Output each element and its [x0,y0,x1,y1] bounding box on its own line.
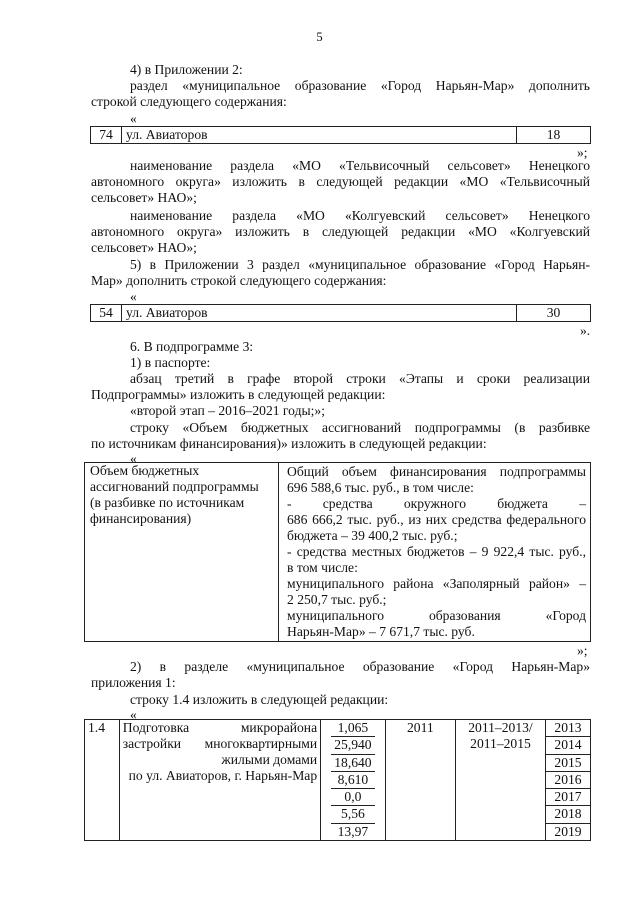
value-item: 8,610 [331,772,375,789]
quote-open: « [130,289,137,304]
years-stack [546,720,590,840]
value-item: 1,065 [331,720,375,737]
period-line1: 2011–2013/ [468,720,533,735]
value-item: 5,56 [331,806,375,823]
row-number: 74 [91,127,122,144]
passport-line1: Общий объем финансирования подпрограммы [287,464,586,479]
passport-line6: - средства местных бюджетов – 9 922,4 тыс. руб., [287,544,586,559]
street-name: ул. Авиаторов [122,305,517,322]
value-item: 25,940 [331,737,375,754]
row-1-4-number: 1.4 [85,720,120,841]
row-1-4-start-year: 2011 [385,720,455,841]
passport-left-line4: финансирования) [90,511,192,526]
year-item: 2014 [546,737,590,754]
quote-open: « [130,111,137,126]
row-1-4-name-line1: Подготовка микрорайона [122,720,318,735]
row-1-4-years-cell [546,720,591,841]
appendix2-row-table [90,126,591,144]
item6-sub2-line1: 2) в разделе «муниципальное образование «Город Нарьян-Мар» [130,659,590,674]
appendix3-row-table [90,304,591,322]
value-item: 0,0 [331,789,375,806]
period-line2: 2011–2015 [470,736,531,751]
passport-line11: Нарьян-Мар» – 7 671,7 тыс. руб. [287,624,475,639]
passport-line2: 696 588,6 тыс. руб., в том числе: [287,480,474,495]
row-1-4-values-cell [321,720,386,841]
values-stack [321,720,385,840]
row-1-4-name-line3: жилыми домами [221,752,318,767]
quote-close: »; [577,145,588,160]
street-name: ул. Авиаторов [122,127,517,144]
passport-line7: в том числе: [287,560,358,575]
quote-open: « [130,451,137,466]
passport-line10: муниципального образования «Город [287,608,586,623]
passport-left-line3: (в разбивке по источникам [90,495,245,510]
item6-sub2-line2: приложения 1: [91,675,176,690]
item6-heading: 6. В подпрограмме 3: [130,339,254,354]
year-item: 2013 [546,720,590,737]
passport-line3: - средства окружного бюджета – [287,496,586,511]
item6-sub2-line3: строку 1.4 изложить в следующей редакции: [130,692,389,707]
row-value: 30 [517,305,591,322]
item5-line2: Мар» дополнить строкой следующего содержания: [91,273,387,288]
value-item: 18,640 [331,755,375,772]
passport-left-line2: ассигнований подпрограммы [90,479,259,494]
item6-sub1: 1) в паспорте: [130,355,211,370]
year-item: 2018 [546,806,590,823]
row-1-4-table [84,719,591,841]
quote-close: »; [577,643,588,658]
item6-p1-line3: «второй этап – 2016–2021 годы;»; [130,403,325,418]
row-1-4-period-cell [455,720,545,841]
item4-p3-line1: наименование раздела «МО «Колгуевский сельсовет» Ненецкого [130,208,590,223]
row-1-4-name-line2: застройки многоквартирными [122,736,318,751]
item6-p1-line1: абзац третий в графе второй строки «Этапы и сроки реализации [130,371,590,386]
item4-p2-line3: сельсовет» НАО»; [91,190,197,205]
item5-line1: 5) в Приложении 3 раздел «муниципальное образование «Город Нарьян- [130,257,590,272]
year-item: 2015 [546,755,590,772]
passport-left-cell [85,463,279,642]
passport-table [84,462,591,642]
item6-p2-line2: по источникам финансирования)» изложить в следующей редакции: [91,436,487,451]
year-item: 2019 [554,823,582,839]
item4-heading: 4) в Приложении 2: [130,62,243,77]
passport-left-line1: Объем бюджетных [90,463,200,478]
item4-p2-line1: наименование раздела «МО «Тельвисочный сельсовет» Ненецкого [130,158,590,173]
page-number: 5 [316,30,323,44]
row-number: 54 [91,305,122,322]
quote-close: ». [580,323,591,338]
passport-line4: 686 666,2 тыс. руб., из них средства федерального [287,512,586,527]
item4-p3-line3: сельсовет» НАО»; [91,240,197,255]
item4-p1-line1: раздел «муниципальное образование «Город Нарьян-Мар» дополнить [130,78,590,93]
item4-p2-line2: автономного округа» изложить в следующей редакции «МО «Тельвисочный [91,174,590,189]
item4-p3-line2: автономного округа» изложить в следующей редакции «МО «Колгуевский [91,224,590,239]
row-1-4-name-cell [119,720,320,841]
passport-right-cell [279,463,591,642]
passport-line9: 2 250,7 тыс. руб.; [287,592,387,607]
row-1-4-name-line4: по ул. Авиаторов, г. Нарьян-Мар [128,768,318,783]
item6-p2-line1: строку «Объем бюджетных ассигнований подпрограммы (в разбивке [130,420,590,435]
passport-line8: муниципального района «Заполярный район» – [287,576,586,591]
item6-p1-line2: Подпрограммы» изложить в следующей редакции: [91,387,386,402]
quote-open: « [130,707,137,722]
value-item: 13,97 [337,823,369,839]
row-value: 18 [517,127,591,144]
year-item: 2016 [546,772,590,789]
passport-line5: бюджета – 39 400,2 тыс. руб.; [287,528,458,543]
item4-p1-line2: строкой следующего содержания: [91,94,287,109]
year-item: 2017 [546,789,590,806]
